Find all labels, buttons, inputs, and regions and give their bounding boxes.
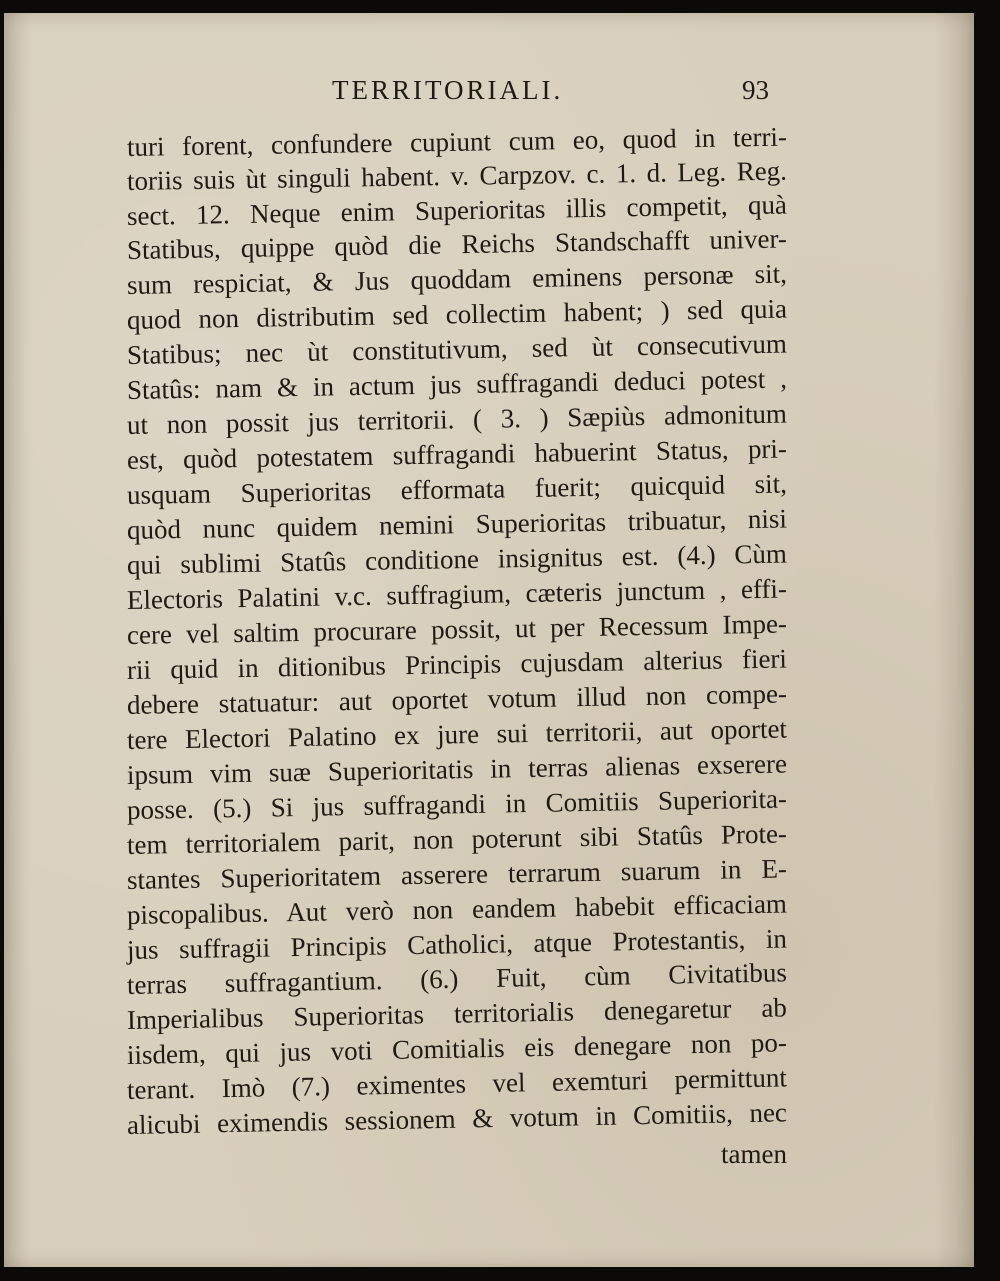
text-line: iisdem, qui jus voti Comitialis eis denegare non po-: [126, 1027, 788, 1070]
text-line: qui sublimi Statûs conditione insignitus est. (4.) Cùm: [126, 538, 788, 580]
running-head: TERRITORIALI.: [332, 75, 564, 105]
page-number: 93: [742, 75, 769, 105]
text-line: ipsum vim suæ Superioritatis in terras alienas exserere: [126, 748, 788, 790]
text-line: Statûs: nam & in actum jus suffragandi deduci potest ,: [126, 363, 788, 405]
text-line: quòd nunc quidem nemini Superioritas tribuatur, nisi: [126, 503, 788, 545]
catchword: tamen: [721, 1139, 787, 1169]
text-line: Statibus, quippe quòd die Reichs Standschafft univer-: [126, 223, 788, 265]
text-line: cere vel saltim procurare possit, ut per Recessum Impe-: [126, 608, 788, 650]
text-line: debere statuatur: aut oportet votum illud non compe-: [126, 678, 788, 720]
text-line: sect. 12. Neque enim Superioritas illis competit, quà: [126, 189, 788, 231]
body-text: [4, 13, 974, 1267]
book-page: [4, 13, 974, 1267]
text-line: toriis suis ùt singuli habent. v. Carpzov. c. 1. d. Leg. Reg.: [126, 155, 788, 196]
text-line: rii quid in ditionibus Principis cujusdam alterius fieri: [126, 643, 788, 685]
text-line: jus suffragii Principis Catholici, atque Protestantis, in: [126, 923, 788, 965]
text-line: terant. Imò (7.) eximentes vel exemturi permittunt: [126, 1062, 788, 1105]
text-line: Imperialibus Superioritas territorialis denegaretur ab: [126, 992, 788, 1035]
text-line: stantes Superioritatem asserere terrarum suarum in E-: [126, 853, 788, 895]
text-line: sum respiciat, & Jus quoddam eminens personæ sit,: [126, 258, 788, 300]
text-line: turi forent, confundere cupiunt cum eo, quod in terri-: [126, 121, 788, 162]
text-line: posse. (5.) Si jus suffragandi in Comitiis Superiorita-: [126, 783, 788, 825]
text-line: tere Electori Palatino ex jure sui territorii, aut oportet: [126, 713, 788, 755]
text-line: ut non possit jus territorii. ( 3. ) Sæpiùs admonitum: [126, 398, 788, 440]
text-line: alicubi eximendis sessionem & votum in Comitiis, nec: [126, 1097, 788, 1140]
text-line: Statibus; nec ùt constitutivum, sed ùt consecutivum: [126, 328, 788, 370]
text-line: quod non distributim sed collectim habent; ) sed quia: [126, 293, 788, 335]
text-line: piscopalibus. Aut verò non eandem habebit efficaciam: [126, 888, 788, 930]
text-line: usquam Superioritas efformata fuerit; quicquid sit,: [126, 468, 788, 510]
text-line: terras suffragantium. (6.) Fuit, cùm Civitatibus: [126, 957, 788, 1000]
text-line: est, quòd potestatem suffragandi habuerint Status, pri-: [126, 433, 788, 475]
text-line: tem territorialem parit, non poterunt sibi Statûs Prote-: [126, 818, 788, 860]
text-line: Electoris Palatini v.c. suffragium, cæteris junctum , effi-: [126, 573, 788, 615]
